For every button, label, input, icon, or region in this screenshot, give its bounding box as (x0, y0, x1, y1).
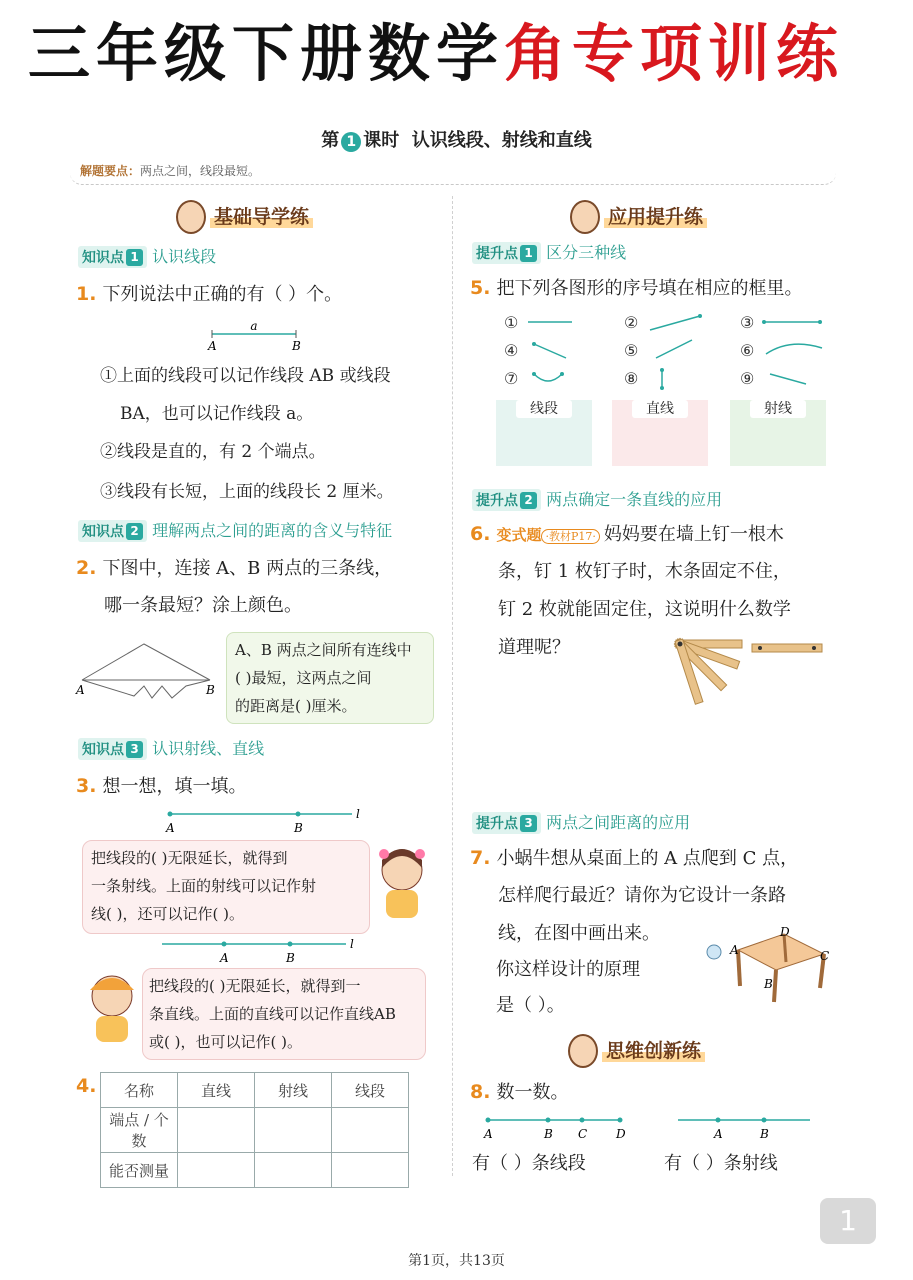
table-head-segment: 线段 (332, 1073, 409, 1108)
section-basic (176, 200, 313, 234)
page-indicator-badge[interactable]: 1 (820, 1198, 876, 1244)
label-a: a (250, 320, 258, 333)
q7-line2: 怎样爬行最近？请你为它设计一条路 (498, 885, 786, 906)
svg-text:A: A (484, 1127, 493, 1141)
knowledge-point-2: 知识点 2 理解两点之间的距离的含义与特征 (78, 518, 392, 542)
q2-box-line3[interactable]: 的距离是( )厘米。 (235, 697, 357, 715)
q5-text: 把下列各图形的序号填在相应的框里。 (496, 278, 803, 299)
mark-6: ⑥ (740, 341, 755, 360)
q1-option-1b: BA，也可以记作线段 a。 (120, 404, 314, 424)
figure-7 (534, 374, 562, 381)
q6-line1: 妈妈要在墙上钉一根木 (603, 524, 784, 545)
bin-segment-label: 线段 (516, 400, 572, 418)
girl-icon (372, 842, 432, 922)
ray-bubble (82, 840, 370, 934)
figure-4 (534, 344, 566, 358)
mark-2: ② (624, 313, 639, 332)
q2-box-line1: A、B 两点之间所有连线中 (235, 641, 412, 659)
improve-point-2: 提升点 2 两点确定一条直线的应用 (472, 487, 722, 511)
q5-figures (500, 308, 830, 398)
q8-answer-rays[interactable]: 有（ ）条射线 (664, 1153, 778, 1174)
tip-text: 两点之间，线段最短。 (140, 164, 261, 178)
q1-option-1a: ①上面的线段可以记作线段 AB 或线段 (100, 366, 391, 386)
segment-figure-q1 (200, 320, 310, 354)
mark-4: ④ (504, 341, 519, 360)
student-icon (176, 200, 206, 234)
table-row-measurable: 能否测量 (101, 1153, 178, 1188)
line-figure (156, 936, 366, 966)
label-A: A (76, 683, 85, 697)
tp3-text: 两点之间距离的应用 (546, 813, 691, 832)
svg-text:l: l (350, 937, 354, 951)
svg-text:D: D (780, 925, 790, 939)
variant-badge: 变式题 (496, 526, 542, 544)
three-lines-figure (74, 636, 224, 700)
q6-line3: 钉 2 枚就能固定住，这说明什么数学 (498, 599, 791, 620)
improve-point-1: 提升点 1 区分三种线 (472, 240, 626, 264)
q1-option-2: ②线段是直的，有 2 个端点。 (100, 442, 326, 462)
lesson-number: 1 (341, 132, 361, 152)
bubble2-line3[interactable]: 或( )，也可以记作( )。 (149, 1033, 302, 1051)
table-figure (700, 924, 834, 1006)
mark-8: ⑧ (624, 369, 639, 388)
mark-1: ① (504, 313, 519, 332)
figure-9 (770, 374, 806, 384)
svg-text:B: B (294, 821, 303, 835)
svg-text:B: B (760, 1127, 769, 1141)
mark-5: ⑤ (624, 341, 639, 360)
question-1: 1. 下列说法中正确的有（ ）个。 (76, 283, 343, 305)
title-black: 三年级下册数学 (28, 17, 505, 90)
q7-line5[interactable]: 是（ ）。 (496, 995, 565, 1016)
q7-line3: 线，在图中画出来。 (498, 923, 660, 944)
ray-figure (160, 806, 370, 836)
table-head-name: 名称 (101, 1073, 178, 1108)
mark-7: ⑦ (504, 369, 519, 388)
bin-line-label: 直线 (632, 400, 688, 418)
table-cell[interactable] (178, 1108, 255, 1153)
q2-line1: 下图中，连接 A、B 两点的三条线， (102, 558, 393, 579)
bubble2-line2: 条直线。上面的直线可以记作直线AB (149, 1005, 396, 1023)
figure-5 (656, 340, 692, 358)
question-7: 7. 小蜗牛想从桌面上的 A 点爬到 C 点， (470, 847, 799, 869)
q2-line2: 哪一条最短？涂上颜色。 (104, 595, 302, 616)
table-head-ray: 射线 (255, 1073, 332, 1108)
lesson-name: 认识线段、射线和直线 (411, 130, 592, 151)
q2-answer-box (226, 632, 434, 724)
question-2: 2. 下图中，连接 A、B 两点的三条线， (76, 557, 393, 579)
svg-text:A: A (166, 821, 175, 835)
svg-text:l: l (356, 807, 360, 821)
kp1-text: 认识线段 (152, 247, 217, 266)
knowledge-point-3: 知识点 3 认识射线、直线 (78, 736, 264, 760)
bubble1-line1[interactable]: 把线段的( )无限延长，就得到 (91, 849, 288, 867)
svg-text:D: D (616, 1127, 626, 1141)
lesson-prefix: 第 (321, 130, 340, 151)
knowledge-point-1: 知识点 1 认识线段 (78, 244, 216, 268)
question-4: 4. (76, 1075, 97, 1097)
figure-2 (650, 316, 700, 330)
wood-strips-figure (668, 636, 828, 712)
q6-line4: 道理呢？ (498, 637, 570, 658)
q1-text: 下列说法中正确的有（ ）个。 (102, 284, 343, 305)
table-cell[interactable] (178, 1153, 255, 1188)
section-basic-label: 基础导学练 (210, 206, 313, 228)
q7-line4: 你这样设计的原理 (496, 959, 640, 980)
bin-segment[interactable] (496, 400, 592, 466)
column-divider (452, 196, 453, 1176)
table-cell[interactable] (332, 1153, 409, 1188)
svg-text:A: A (714, 1127, 723, 1141)
student-icon (570, 200, 600, 234)
ray-count-figure (672, 1110, 822, 1142)
section-thinking (568, 1034, 705, 1068)
svg-text:B: B (286, 951, 295, 965)
lesson-title (0, 126, 913, 152)
question-6: 6. 变式题 ·教材P17· 妈妈要在墙上钉一根木 (470, 523, 784, 545)
table-cell[interactable] (332, 1108, 409, 1153)
question-5: 5. 把下列各图形的序号填在相应的框里。 (470, 277, 803, 299)
segment-count-figure (476, 1110, 636, 1142)
section-advanced-label: 应用提升练 (604, 206, 707, 228)
mark-3: ③ (740, 313, 755, 332)
bin-ray-label: 射线 (750, 400, 806, 418)
label-B: B (206, 683, 215, 697)
bin-line[interactable] (612, 400, 708, 466)
tp1-text: 区分三种线 (546, 243, 627, 262)
svg-text:C: C (820, 949, 830, 963)
student-icon (568, 1034, 598, 1068)
tip-bar (70, 158, 836, 185)
tip-key: 解题要点： (80, 164, 141, 178)
question-8: 8. 数一数。 (470, 1081, 569, 1103)
line-bubble (142, 968, 426, 1060)
question-3: 3. 想一想，填一填。 (76, 775, 247, 797)
q8-answer-segments[interactable]: 有（ ）条线段 (472, 1153, 586, 1174)
page-title (28, 14, 844, 94)
tp2-text: 两点确定一条直线的应用 (546, 490, 723, 509)
svg-text:A: A (220, 951, 229, 965)
kp3-text: 认识射线、直线 (152, 739, 265, 758)
boy-icon (82, 966, 140, 1046)
textbook-ref: ·教材P17· (541, 529, 599, 544)
label-B: B (292, 339, 301, 353)
table-head-line: 直线 (178, 1073, 255, 1108)
bubble1-line2: 一条射线。上面的射线可以记作射 (91, 877, 317, 895)
snail-icon (707, 945, 721, 959)
table-row-endpoints: 端点 / 个数 (101, 1108, 178, 1153)
q6-line2: 条，钉 1 枚钉子时，木条固定不住， (498, 561, 791, 582)
svg-text:B: B (764, 977, 773, 991)
figure-6 (766, 344, 822, 354)
table-cell[interactable] (255, 1153, 332, 1188)
svg-text:A: A (730, 943, 739, 957)
q8-text: 数一数。 (496, 1082, 569, 1103)
q2-box-line2[interactable]: ( )最短，这两点之间 (235, 669, 372, 687)
q3-text: 想一想，填一填。 (102, 776, 247, 797)
section-thinking-label: 思维创新练 (602, 1040, 705, 1062)
bubble2-line1[interactable]: 把线段的( )无限延长，就得到一 (149, 977, 361, 995)
table-cell[interactable] (255, 1108, 332, 1153)
svg-text:B: B (544, 1127, 553, 1141)
bin-ray[interactable] (730, 400, 826, 466)
mark-9: ⑨ (740, 369, 755, 388)
section-advanced (570, 200, 707, 234)
svg-text:C: C (578, 1127, 588, 1141)
q4-table (100, 1072, 409, 1188)
q7-line1: 小蜗牛想从桌面上的 A 点爬到 C 点， (496, 848, 799, 869)
title-red: 角专项训练 (504, 17, 845, 90)
q1-option-3: ③线段有长短，上面的线段长 2 厘米。 (100, 482, 394, 502)
label-A: A (208, 339, 217, 353)
bubble1-line3[interactable]: 线( )，还可以记作( )。 (91, 905, 244, 923)
page-footer: 第1页，共13页 (408, 1253, 505, 1269)
improve-point-3: 提升点 3 两点之间距离的应用 (472, 810, 690, 834)
lesson-suffix: 课时 (363, 130, 400, 151)
kp2-text: 理解两点之间的距离的含义与特征 (152, 521, 393, 540)
